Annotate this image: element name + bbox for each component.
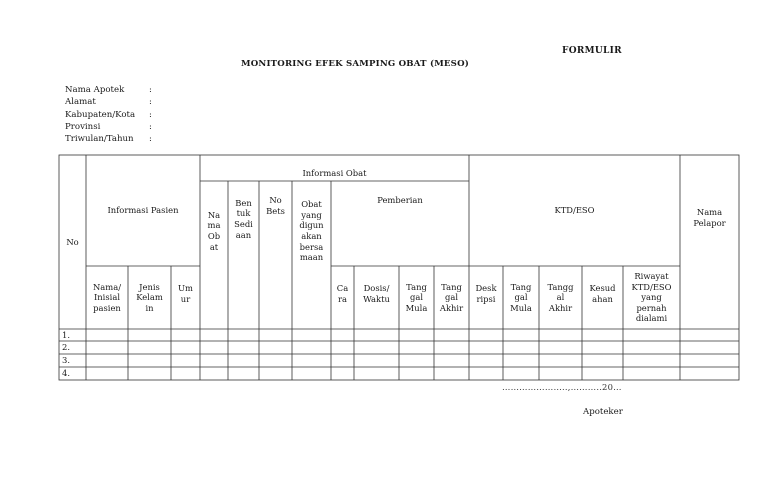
row-number: 1. [62, 329, 70, 340]
col-umur: Um ur [178, 282, 193, 304]
row-number: 2. [62, 342, 70, 353]
col-jenis-kelamin: Jenis Kelam in [136, 281, 163, 313]
col-tanggal-akhir-obat: Tang gal Akhir [439, 281, 464, 313]
col-nama-inisial: Nama/ Inisial pasien [92, 281, 122, 313]
col-tanggal-akhir-ktd: Tangg al Akhir [547, 281, 574, 313]
col-kesudahan: Kesud ahan [589, 282, 616, 304]
col-bentuk-sediaan: Ben tuk Sedi aan [234, 197, 253, 240]
col-obat-bersamaan: Obat yang digun akan bersa maan [299, 199, 324, 263]
info-colon: : [149, 121, 152, 132]
col-pemberian: Pemberian [377, 194, 423, 205]
info-label: Provinsi [65, 121, 101, 132]
signature-label: Apoteker [583, 407, 623, 417]
col-informasi-obat: Informasi Obat [302, 168, 367, 179]
info-label: Alamat [65, 97, 96, 108]
info-colon: : [149, 97, 152, 108]
row-number: 3. [62, 355, 70, 366]
col-dosis-waktu: Dosis/ Waktu [363, 282, 390, 304]
col-tanggal-mulai-obat: Tang gal Mula [405, 281, 428, 313]
info-colon: : [149, 85, 152, 95]
col-tanggal-mulai-ktd: Tang gal Mula [510, 281, 532, 313]
col-riwayat-ktd-eso: Riwayat KTD/ESO yang pernah dialami [631, 271, 672, 324]
date-line: …………………..,………..20… [502, 382, 622, 392]
col-cara: Ca ra [336, 282, 349, 304]
form-title: MONITORING EFEK SAMPING OBAT (MESO) [241, 59, 470, 69]
col-nama-obat: Na ma Ob at [207, 209, 221, 252]
col-deskripsi: Desk ripsi [475, 282, 497, 304]
info-label: Nama Apotek [65, 85, 125, 95]
formulir-label: FORMULIR [562, 46, 622, 56]
info-label: Kabupaten/Kota [65, 109, 136, 120]
col-ktd-eso: KTD/ESO [554, 205, 595, 216]
info-colon: : [149, 109, 152, 120]
col-no: No [66, 236, 79, 247]
info-colon: : [149, 134, 152, 145]
info-label: Triwulan/Tahun [65, 134, 134, 145]
col-no-bets: No Bets [266, 195, 285, 216]
row-number: 4. [62, 368, 70, 379]
col-informasi-pasien: Informasi Pasien [107, 205, 179, 216]
col-nama-pelapor: Nama Pelapor [693, 207, 726, 228]
